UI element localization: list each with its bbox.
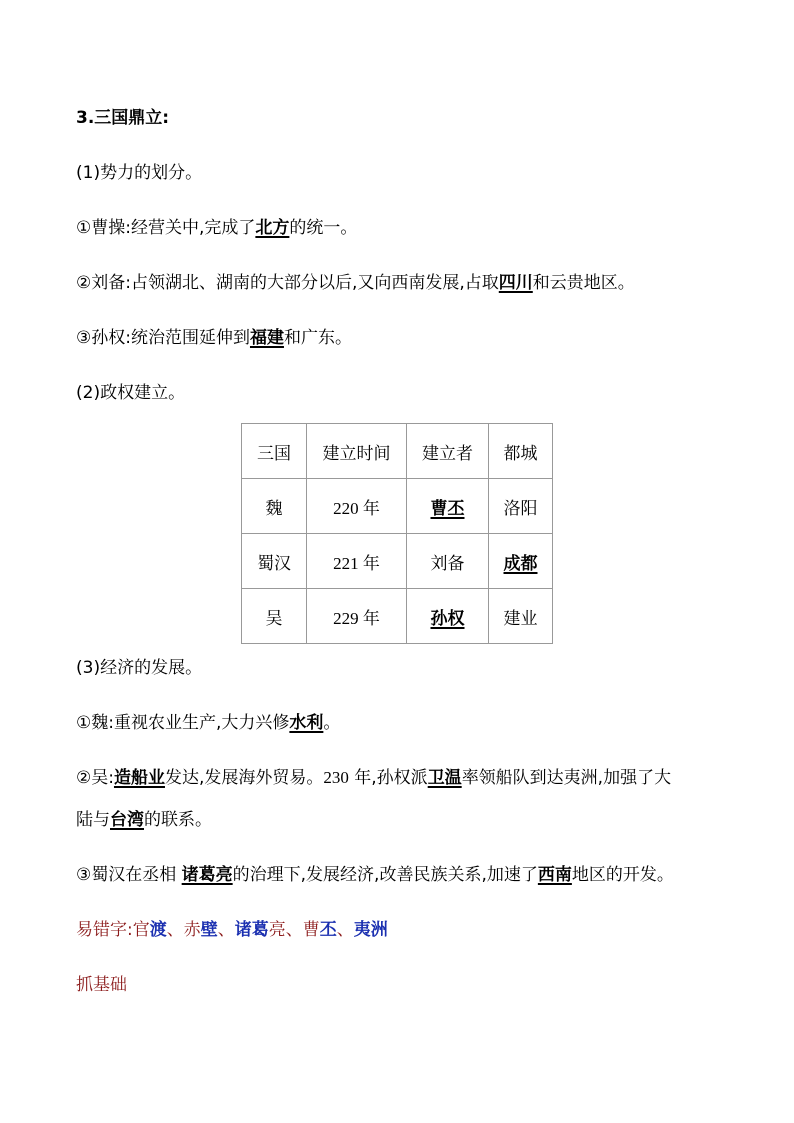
year-cell: 220 年 (307, 479, 407, 534)
note-highlight: 壁 (200, 920, 218, 940)
answer-zaochuanye: 造船业 (113, 768, 165, 788)
answer-fujian: 福建 (249, 328, 284, 348)
text: 陆与 (76, 810, 110, 830)
text: ③孙权:统治范围延伸到 (76, 328, 250, 348)
note-highlight: 诸葛 (234, 920, 269, 940)
header-cell: 三国 (242, 424, 307, 479)
table-row (242, 479, 553, 534)
liu-bei-line (76, 271, 635, 295)
answer-xinan: 西南 (537, 865, 572, 885)
founder-cell (407, 589, 489, 644)
year-230: 230 (323, 768, 349, 787)
cao-cao-line (76, 216, 357, 240)
note-highlight: 渡 (149, 920, 167, 940)
note-highlight: 丕 (319, 920, 337, 940)
error-prone-characters-note (76, 918, 388, 942)
text: 和云贵地区。 (532, 273, 635, 293)
wei-economy-line (76, 711, 340, 735)
section-title: 3.三国鼎立: (76, 108, 170, 128)
answer-beifang: 北方 (255, 218, 290, 238)
text: ②刘备:占领湖北、湖南的大部分以后,又向西南发展,占取 (76, 273, 499, 293)
text: 的联系。 (144, 810, 212, 830)
note-separator: 、 (285, 920, 303, 940)
text: 年,孙权派 (348, 768, 428, 788)
text: 率领船队到达夷洲,加强了大 (461, 768, 672, 788)
state-cell: 蜀汉 (242, 534, 307, 589)
header-cell: 都城 (489, 424, 553, 479)
header-cell: 建立时间 (307, 424, 407, 479)
text: ①魏:重视农业生产,大力兴修 (76, 713, 290, 733)
answer-zhugeliang: 诸葛亮 (181, 865, 233, 885)
capital-cell: 洛阳 (489, 479, 553, 534)
note-separator: 、 (217, 920, 235, 940)
answer-sichuan: 四川 (498, 273, 533, 293)
answer-sunquan: 孙权 (430, 608, 465, 629)
text: 的统一。 (289, 218, 358, 238)
answer-caopi: 曹丕 (430, 498, 465, 519)
answer-chengdu: 成都 (503, 553, 538, 574)
note-label: 易错字: (76, 920, 133, 940)
subsection-2-label: (2)政权建立。 (76, 383, 186, 403)
text: ③蜀汉在丞相 (76, 865, 182, 885)
answer-shuili: 水利 (289, 713, 324, 733)
text: 和广东。 (283, 328, 352, 348)
text: ②吴: (76, 768, 114, 788)
sun-quan-line (76, 326, 352, 350)
founder-cell (407, 479, 489, 534)
wu-economy-line (76, 766, 671, 790)
year-cell: 221 年 (307, 534, 407, 589)
table-header-row (242, 424, 553, 479)
shu-economy-line (76, 863, 674, 887)
founder-cell: 刘备 (407, 534, 489, 589)
table-row (242, 589, 553, 644)
answer-taiwan: 台湾 (110, 810, 144, 830)
table-row (242, 534, 553, 589)
note-text: 赤 (183, 920, 201, 940)
note-text: 官 (132, 920, 150, 940)
answer-weiwen: 卫温 (427, 768, 462, 788)
state-cell: 魏 (242, 479, 307, 534)
note-separator: 、 (166, 920, 184, 940)
state-cell: 吴 (242, 589, 307, 644)
year-cell: 229 年 (307, 589, 407, 644)
note-separator: 、 (336, 920, 354, 940)
note-highlight: 夷洲 (353, 920, 388, 940)
wu-economy-line-2 (76, 808, 212, 832)
section-footer-label: 抓基础 (76, 975, 127, 995)
text: 发达,发展海外贸易。 (164, 768, 324, 788)
text: 的治理下,发展经济,改善民族关系,加速了 (232, 865, 538, 885)
three-kingdoms-table (241, 423, 553, 644)
text: 。 (323, 713, 341, 733)
capital-cell: 建业 (489, 589, 553, 644)
header-cell: 建立者 (407, 424, 489, 479)
subsection-3-label: (3)经济的发展。 (76, 658, 203, 678)
subsection-1-label: (1)势力的划分。 (76, 163, 203, 183)
text: 地区的开发。 (571, 865, 674, 885)
note-text: 曹 (302, 920, 320, 940)
capital-cell (489, 534, 553, 589)
text: ①曹操:经营关中,完成了 (76, 218, 256, 238)
note-text: 亮 (268, 920, 286, 940)
